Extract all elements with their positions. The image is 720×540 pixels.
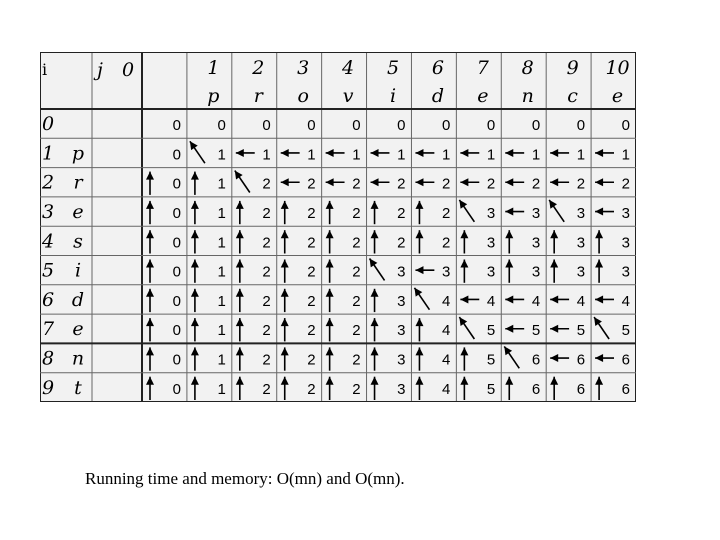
cell-value: 0 (307, 117, 316, 135)
cell-value: 1 (442, 146, 451, 164)
arrow-diagonal-icon (504, 346, 519, 368)
cell-value: 2 (307, 204, 316, 222)
cell-value: 0 (217, 117, 226, 135)
cell-value: 0 (262, 117, 271, 135)
row-index-label: 9 (41, 376, 55, 399)
cell-value: 0 (172, 351, 181, 369)
arrow-diagonal-icon (594, 317, 609, 339)
cell-value: 4 (442, 351, 451, 369)
row-letter-label: s (73, 230, 83, 253)
arrow-up-icon (281, 260, 289, 283)
cell-value: 3 (442, 263, 451, 281)
arrow-left-icon (550, 295, 569, 303)
cell-value: 1 (217, 146, 226, 164)
cell-value: 1 (217, 204, 226, 222)
arrow-left-icon (550, 325, 569, 333)
arrow-up-icon (191, 201, 199, 224)
cell-value: 6 (576, 380, 586, 398)
cell-value: 2 (486, 175, 496, 193)
cell-value: 4 (531, 292, 541, 310)
cell-value: 2 (262, 234, 271, 252)
arrow-left-icon (326, 149, 345, 157)
cell-value: 1 (217, 234, 226, 252)
arrow-up-icon (595, 377, 603, 400)
row-index-label: 5 (41, 259, 55, 282)
arrow-diagonal-icon (235, 171, 250, 193)
arrow-up-icon (460, 260, 468, 283)
row-letter-label: n (71, 347, 85, 370)
row-letter-label: p (71, 142, 85, 165)
arrow-up-icon (146, 201, 154, 224)
corner-i-label: i (42, 60, 48, 79)
arrow-left-icon (460, 178, 479, 186)
cell-value: 3 (621, 204, 630, 222)
cell-value: 0 (172, 322, 181, 340)
cell-value: 3 (576, 263, 586, 281)
cell-value: 1 (621, 146, 630, 164)
arrow-left-icon (595, 354, 614, 362)
col-index-label: 9 (566, 57, 579, 79)
arrow-up-icon (191, 289, 199, 312)
cell-value: 2 (262, 322, 271, 340)
cell-value: 5 (621, 322, 630, 340)
arrow-diagonal-icon (549, 200, 564, 222)
arrow-up-icon (236, 260, 244, 283)
arrow-up-icon (415, 347, 423, 370)
cell-value: 1 (217, 322, 226, 340)
col-index-label: 10 (605, 57, 630, 79)
arrow-up-icon (236, 347, 244, 370)
arrow-left-icon (281, 149, 300, 157)
arrow-up-icon (595, 260, 603, 283)
arrow-up-icon (371, 230, 379, 253)
arrow-up-icon (281, 377, 289, 400)
cell-value: 2 (307, 292, 316, 310)
row-index-label: 3 (41, 200, 55, 223)
arrow-up-icon (326, 201, 334, 224)
cell-value: 4 (442, 380, 451, 398)
arrow-up-icon (191, 260, 199, 283)
row-index-label: 6 (41, 288, 55, 311)
cell-value: 1 (217, 263, 226, 281)
cell-value: 2 (442, 175, 451, 193)
arrow-up-icon (550, 260, 558, 283)
cell-value: 2 (352, 351, 361, 369)
cell-value: 2 (307, 380, 316, 398)
col-index-label: 3 (297, 57, 310, 79)
col-letter-label: i (389, 85, 397, 107)
arrow-up-icon (236, 377, 244, 400)
arrow-left-icon (236, 149, 255, 157)
arrow-up-icon (281, 289, 289, 312)
arrow-left-icon (550, 354, 569, 362)
cell-value: 3 (486, 234, 496, 252)
col-index-label: 6 (431, 57, 444, 79)
cell-value: 5 (486, 380, 496, 398)
arrow-up-icon (146, 230, 154, 253)
arrow-left-icon (415, 149, 434, 157)
cell-value: 2 (397, 234, 406, 252)
arrow-left-icon (415, 266, 434, 274)
cell-value: 1 (307, 146, 316, 164)
cell-value: 0 (172, 292, 181, 310)
arrow-up-icon (146, 377, 154, 400)
row-letter-label: d (71, 288, 85, 311)
cell-value: 2 (621, 175, 630, 193)
lcs-table (40, 52, 636, 402)
cell-value: 3 (531, 234, 541, 252)
arrow-up-icon (415, 377, 423, 400)
cell-value: 2 (262, 351, 271, 369)
arrow-up-icon (505, 377, 513, 400)
arrow-up-icon (460, 230, 468, 253)
cell-value: 2 (576, 175, 586, 193)
col-index-label: 2 (252, 57, 265, 79)
arrow-up-icon (371, 289, 379, 312)
cell-value: 2 (307, 234, 316, 252)
cell-value: 2 (397, 175, 406, 193)
row-index-label: 7 (41, 318, 55, 341)
arrow-up-icon (146, 289, 154, 312)
arrow-up-icon (281, 201, 289, 224)
arrow-up-icon (460, 347, 468, 370)
cell-value: 2 (352, 175, 361, 193)
cell-value: 2 (262, 175, 271, 193)
arrow-up-icon (326, 377, 334, 400)
arrow-diagonal-icon (190, 141, 205, 163)
arrow-left-icon (595, 178, 614, 186)
cell-value: 5 (486, 322, 496, 340)
row-letter-label: r (73, 171, 83, 194)
cell-value: 5 (531, 322, 541, 340)
cell-value: 1 (217, 175, 226, 193)
row-letter-label: t (74, 376, 82, 399)
col-letter-label: e (611, 85, 624, 107)
arrow-up-icon (236, 318, 244, 341)
cell-value: 0 (172, 380, 181, 398)
cell-value: 4 (486, 292, 496, 310)
cell-value: 2 (307, 351, 316, 369)
arrow-diagonal-icon (370, 259, 385, 281)
corner-zero-label: 0 (121, 59, 135, 81)
cell-value: 0 (621, 117, 630, 135)
cell-value: 0 (442, 117, 451, 135)
arrow-diagonal-icon (459, 317, 474, 339)
arrow-up-icon (236, 230, 244, 253)
arrow-up-icon (415, 318, 423, 341)
arrow-left-icon (505, 208, 524, 216)
arrow-left-icon (460, 295, 479, 303)
row-letter-label: i (74, 259, 82, 282)
cell-value: 2 (262, 292, 271, 310)
cell-value: 2 (352, 292, 361, 310)
cell-value: 3 (397, 380, 406, 398)
corner-j-label: j (97, 59, 103, 81)
cell-value: 3 (397, 351, 406, 369)
arrow-up-icon (191, 377, 199, 400)
cell-value: 2 (352, 263, 361, 281)
col-index-label: 5 (386, 57, 400, 79)
col-letter-label: c (567, 85, 578, 107)
cell-value: 0 (172, 234, 181, 252)
cell-value: 6 (576, 351, 586, 369)
cell-value: 0 (352, 117, 361, 135)
arrow-up-icon (595, 230, 603, 253)
col-index-label: 7 (476, 57, 489, 79)
cell-value: 3 (486, 204, 496, 222)
arrow-left-icon (281, 178, 300, 186)
cell-value: 2 (397, 204, 406, 222)
cell-value: 0 (172, 175, 181, 193)
arrow-left-icon (460, 149, 479, 157)
row-letter-label: e (72, 200, 84, 223)
arrow-up-icon (550, 377, 558, 400)
arrow-up-icon (371, 318, 379, 341)
cell-value: 1 (217, 380, 226, 398)
cell-value: 3 (576, 234, 586, 252)
cell-value: 1 (397, 146, 406, 164)
col-index-label: 4 (342, 57, 355, 79)
arrow-left-icon (505, 178, 524, 186)
cell-value: 2 (531, 175, 541, 193)
row-index-label: 0 (41, 113, 55, 136)
caption: Running time and memory: O(mn) and O(mn). (85, 469, 405, 488)
col-letter-label: p (207, 85, 220, 107)
cell-value: 0 (172, 204, 181, 222)
arrow-up-icon (371, 377, 379, 400)
row-index-label: 8 (41, 347, 55, 370)
cell-value: 3 (397, 292, 406, 310)
cell-value: 0 (172, 117, 181, 135)
table-grid (40, 52, 636, 402)
col-letter-label: v (342, 85, 354, 107)
arrow-up-icon (326, 260, 334, 283)
arrow-up-icon (146, 260, 154, 283)
cell-value: 0 (576, 117, 586, 135)
cell-value: 2 (352, 380, 361, 398)
arrow-up-icon (371, 347, 379, 370)
cell-value: 6 (621, 380, 630, 398)
arrow-up-icon (191, 318, 199, 341)
arrow-up-icon (146, 172, 154, 195)
arrow-up-icon (550, 230, 558, 253)
arrow-left-icon (415, 178, 434, 186)
cell-value: 3 (621, 263, 630, 281)
arrow-up-icon (326, 318, 334, 341)
cell-value: 1 (531, 146, 541, 164)
cell-value: 2 (352, 204, 361, 222)
cell-value: 3 (531, 204, 541, 222)
cell-value: 4 (442, 292, 451, 310)
col-letter-label: d (431, 85, 444, 107)
arrow-up-icon (326, 347, 334, 370)
cell-value: 1 (486, 146, 496, 164)
cell-value: 1 (262, 146, 271, 164)
cell-value: 2 (442, 234, 451, 252)
cell-value: 2 (307, 175, 316, 193)
cell-value: 0 (531, 117, 541, 135)
arrow-left-icon (550, 178, 569, 186)
cell-value: 1 (576, 146, 586, 164)
col-letter-label: r (253, 85, 263, 107)
cell-value: 4 (576, 292, 586, 310)
cell-value: 2 (262, 263, 271, 281)
arrow-up-icon (281, 318, 289, 341)
cell-value: 2 (262, 380, 271, 398)
arrow-diagonal-icon (459, 200, 474, 222)
cell-value: 2 (262, 204, 271, 222)
arrow-up-icon (191, 347, 199, 370)
arrow-left-icon (505, 325, 524, 333)
arrow-up-icon (191, 172, 199, 195)
arrow-left-icon (505, 295, 524, 303)
arrow-left-icon (595, 149, 614, 157)
cell-value: 3 (621, 234, 630, 252)
arrow-up-icon (415, 201, 423, 224)
cell-value: 0 (486, 117, 496, 135)
cell-value: 0 (172, 146, 181, 164)
cell-value: 3 (486, 263, 496, 281)
arrow-up-icon (236, 201, 244, 224)
row-index-label: 2 (41, 171, 55, 194)
cell-value: 2 (352, 322, 361, 340)
cell-value: 0 (172, 263, 181, 281)
row-index-label: 4 (41, 230, 55, 253)
cell-value: 4 (621, 292, 630, 310)
arrow-left-icon (505, 149, 524, 157)
cell-value: 5 (486, 351, 496, 369)
col-index-label: 8 (521, 57, 534, 79)
row-index-label: 1 (41, 142, 55, 165)
arrow-up-icon (371, 201, 379, 224)
arrow-diagonal-icon (414, 288, 429, 310)
cell-value: 2 (307, 263, 316, 281)
col-index-label: 1 (207, 57, 220, 79)
col-letter-label: n (521, 85, 534, 107)
arrow-up-icon (505, 260, 513, 283)
arrow-left-icon (550, 149, 569, 157)
arrow-up-icon (146, 347, 154, 370)
cell-value: 1 (217, 351, 226, 369)
cell-value: 5 (576, 322, 586, 340)
arrow-up-icon (505, 230, 513, 253)
col-letter-label: e (477, 85, 489, 107)
arrow-left-icon (326, 178, 345, 186)
arrow-up-icon (191, 230, 199, 253)
cell-value: 4 (442, 322, 451, 340)
cell-value: 2 (352, 234, 361, 252)
row-letter-label: e (72, 318, 84, 341)
arrow-up-icon (460, 377, 468, 400)
arrow-left-icon (595, 208, 614, 216)
arrow-up-icon (281, 230, 289, 253)
cell-value: 2 (442, 204, 451, 222)
arrow-left-icon (371, 149, 390, 157)
arrow-up-icon (415, 230, 423, 253)
col-letter-label: o (297, 85, 309, 107)
cell-value: 3 (531, 263, 541, 281)
arrow-up-icon (146, 318, 154, 341)
arrow-up-icon (326, 230, 334, 253)
arrow-up-icon (236, 289, 244, 312)
arrow-left-icon (371, 178, 390, 186)
cell-value: 2 (307, 322, 316, 340)
table-cells (173, 117, 630, 398)
cell-value: 3 (576, 204, 586, 222)
arrow-left-icon (595, 295, 614, 303)
cell-value: 3 (397, 322, 406, 340)
arrow-up-icon (326, 289, 334, 312)
cell-value: 1 (352, 146, 361, 164)
cell-value: 6 (531, 351, 541, 369)
cell-value: 3 (397, 263, 406, 281)
arrow-up-icon (281, 347, 289, 370)
cell-value: 1 (217, 292, 226, 310)
cell-value: 6 (621, 351, 630, 369)
table-arrows (146, 141, 614, 400)
cell-value: 0 (397, 117, 406, 135)
cell-value: 6 (531, 380, 541, 398)
